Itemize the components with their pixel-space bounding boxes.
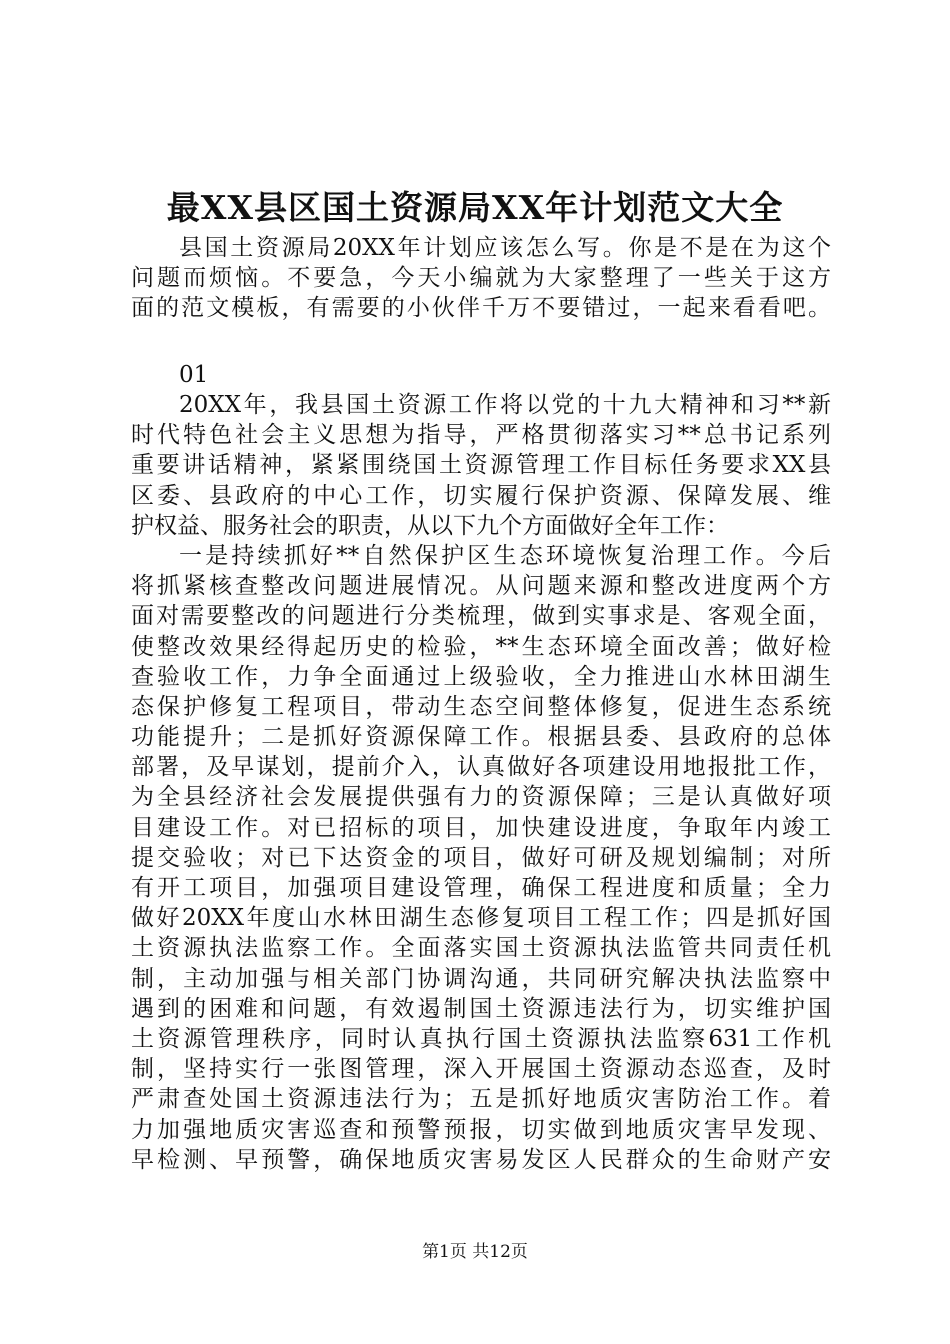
content-line: 为全县经济社会发展提供强有力的资源保障；三是认真做好项	[131, 784, 831, 811]
content-line: 态保护修复工程项目，带动生态空间整体修复，促进生态系统	[131, 693, 831, 720]
section-number: 01	[179, 362, 209, 388]
content-line: 制，坚持实行一张图管理，深入开展国土资源动态巡查，及时	[131, 1056, 831, 1083]
content-line: 将抓紧核查整改问题进展情况。从问题来源和整改进度两个方	[131, 573, 831, 600]
content-line: 遇到的困难和问题，有效遏制国土资源违法行为，切实维护国	[131, 995, 831, 1022]
content-line: 面对需要整改的问题进行分类梳理，做到实事求是、客观全面，	[131, 603, 831, 630]
content-line: 一是持续抓好**自然保护区生态环境恢复治理工作。今后	[179, 542, 831, 569]
content-line: 20XX年，我县国土资源工作将以党的十九大精神和习**新	[179, 392, 831, 418]
intro-paragraph	[131, 233, 831, 324]
page-footer: 第1页 共12页	[422, 1242, 528, 1262]
content-line: 使整改效果经得起历史的检验，**生态环境全面改善；做好检	[131, 633, 831, 660]
content-line: 时代特色社会主义思想为指导，严格贯彻落实习**总书记系列	[131, 422, 831, 449]
content-line: 土资源管理秩序，同时认真执行国土资源执法监察631工作机	[131, 1025, 831, 1052]
intro-line: 问题而烦恼。不要急，今天小编就为大家整理了一些关于这方	[131, 265, 831, 292]
content-line: 做好20XX年度山水林田湖生态修复项目工程工作；四是抓好国	[131, 905, 831, 932]
content-line: 力加强地质灾害巡查和预警预报，切实做到地质灾害早发现、	[131, 1116, 831, 1143]
content-line: 严肃查处国土资源违法行为；五是抓好地质灾害防治工作。着	[131, 1086, 831, 1113]
content-line: 制，主动加强与相关部门协调沟通，共同研究解决执法监察中	[131, 965, 831, 992]
content-line: 护权益、服务社会的职责，从以下九个方面做好全年工作：	[131, 512, 729, 539]
document-title: 最XX县区国土资源局XX年计划范文大全	[166, 188, 784, 227]
intro-line: 面的范文模板，有需要的小伙伴千万不要错过，一起来看看吧。	[131, 295, 831, 322]
intro-line: 县国土资源局20XX年计划应该怎么写。你是不是在为这个	[179, 235, 831, 261]
content-line: 重要讲话精神，紧紧围绕国土资源管理工作目标任务要求XX县	[131, 452, 831, 479]
content-line: 功能提升；二是抓好资源保障工作。根据县委、县政府的总体	[131, 724, 831, 751]
content-body	[131, 390, 831, 1175]
content-line: 有开工项目，加强项目建设管理，确保工程进度和质量；全力	[131, 875, 831, 901]
content-line: 提交验收；对已下达资金的项目，做好可研及规划编制；对所	[131, 844, 831, 871]
content-line: 部署，及早谋划，提前介入，认真做好各项建设用地报批工作，	[131, 754, 831, 781]
content-line: 查验收工作，力争全面通过上级验收，全力推进山水林田湖生	[131, 663, 831, 690]
content-line: 早检测、早预警，确保地质灾害易发区人民群众的生命财产安	[131, 1146, 831, 1173]
content-line: 区委、县政府的中心工作，切实履行保护资源、保障发展、维	[131, 482, 831, 509]
content-line: 目建设工作。对已招标的项目，加快建设进度，争取年内竣工	[131, 814, 831, 841]
content-line: 土资源执法监察工作。全面落实国土资源执法监管共同责任机	[131, 935, 831, 962]
